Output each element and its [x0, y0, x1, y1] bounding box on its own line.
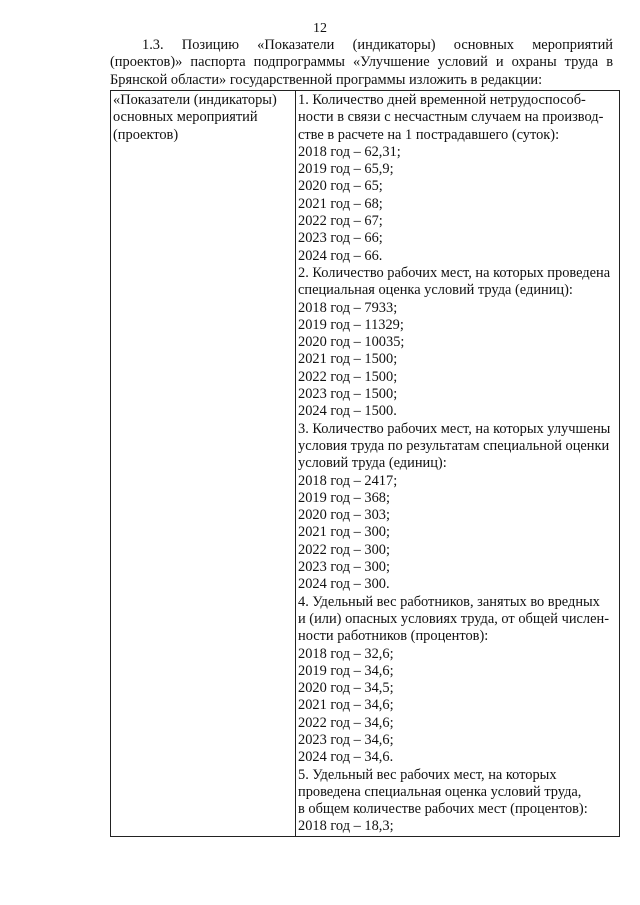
cell-line: 2019 год – 11329;: [298, 316, 404, 333]
cell-line: ности работников (процентов):: [298, 628, 489, 645]
cell-line: 2022 год – 67;: [298, 213, 383, 230]
cell-line: 2020 год – 303;: [298, 507, 390, 524]
cell-line: 2023 год – 1500;: [298, 386, 398, 403]
cell-line: проведена специальная оценка условий труда,: [298, 783, 582, 800]
cell-line: 2020 год – 65;: [298, 178, 383, 195]
cell-line: 2024 год – 300.: [298, 576, 390, 593]
cell-line: 2018 год – 2417;: [298, 472, 398, 489]
cell-line: 2024 год – 34,6.: [298, 749, 394, 766]
cell-line: 2022 год – 34,6;: [298, 714, 394, 731]
cell-line: 2019 год – 368;: [298, 489, 390, 506]
cell-line: 2021 год – 34,6;: [298, 697, 394, 714]
indicator-label-cell: [111, 91, 296, 837]
cell-line: 2. Количество рабочих мест, на которых проведена: [298, 264, 611, 281]
cell-line: 2022 год – 1500;: [298, 368, 398, 385]
cell-line: 2018 год – 62,31;: [298, 143, 401, 160]
indicator-values-cell: [296, 91, 620, 837]
cell-line: 2018 год – 32,6;: [298, 645, 394, 662]
cell-line: (проектов): [113, 126, 179, 143]
cell-line: ности в связи с несчастным случаем на производ-: [298, 109, 604, 126]
cell-line: 2018 год – 7933;: [298, 299, 398, 316]
cell-line: основных мероприятий: [113, 109, 258, 126]
cell-line: условий труда (единиц):: [298, 455, 447, 472]
cell-line: условия труда по результатам специальной оценки: [298, 437, 610, 454]
table-row: [111, 91, 620, 837]
cell-line: 3. Количество рабочих мест, на которых улучшены: [298, 420, 611, 437]
indicators-table: [110, 90, 620, 837]
cell-line: 2021 год – 300;: [298, 524, 390, 541]
cell-line: 2021 год – 68;: [298, 195, 383, 212]
cell-line: 4. Удельный вес работников, занятых во вредных: [298, 593, 600, 610]
cell-line: 2023 год – 34,6;: [298, 731, 394, 748]
cell-line: специальная оценка условий труда (единиц):: [298, 282, 573, 299]
cell-line: 2018 год – 18,3;: [298, 818, 394, 835]
cell-line: 2022 год – 300;: [298, 541, 390, 558]
cell-line: 2019 год – 34,6;: [298, 662, 394, 679]
cell-line: 5. Удельный вес рабочих мест, на которых: [298, 766, 557, 783]
cell-line: «Показатели (индикаторы): [113, 92, 277, 108]
cell-line: в общем количестве рабочих мест (процентов):: [298, 801, 588, 818]
cell-line: и (или) опасных условиях труда, от общей числен-: [298, 610, 609, 627]
cell-line: 2023 год – 300;: [298, 559, 390, 576]
amendment-intro-paragraph: 1.3. Позицию «Показатели (индикаторы) основных мероприятий (проектов)» паспорта подпрограммы «Улучшение условий и охраны труда в Брянской области» государственной программы изложить в редакции:: [110, 37, 613, 88]
page-number: 12: [313, 21, 327, 36]
cell-line: 1. Количество дней временной нетрудоспособ-: [298, 92, 586, 108]
cell-line: стве в расчете на 1 пострадавшего (суток):: [298, 126, 560, 143]
cell-line: 2023 год – 66;: [298, 230, 383, 247]
cell-line: 2020 год – 10035;: [298, 334, 405, 351]
cell-line: 2021 год – 1500;: [298, 351, 398, 368]
cell-line: 2020 год – 34,5;: [298, 680, 394, 697]
cell-line: 2019 год – 65,9;: [298, 161, 394, 178]
cell-line: 2024 год – 66.: [298, 247, 383, 264]
cell-line: 2024 год – 1500.: [298, 403, 397, 420]
